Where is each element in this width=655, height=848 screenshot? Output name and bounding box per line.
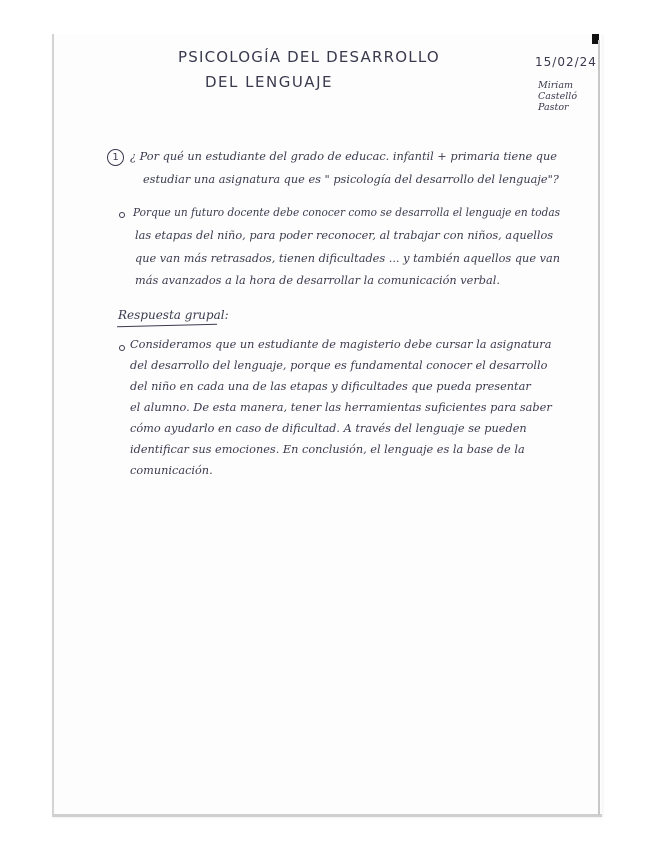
author-surname-2: Pastor xyxy=(538,102,569,113)
author-surname-1: Castelló xyxy=(538,91,578,102)
author-first-name: Miriam xyxy=(538,80,574,91)
answer-line-1: Porque un futuro docente debe conocer como se desarrolla el lenguaje en todas xyxy=(133,206,561,219)
group-response-line-5: cómo ayudarlo en caso de dificultad. A través del lenguaje se pueden xyxy=(130,422,527,435)
group-response-line-6: identificar sus emociones. En conclusión, el lenguaje es la base de la xyxy=(130,443,525,456)
group-response-line-3: del niño en cada una de las etapas y dificultades que pueda presentar xyxy=(130,380,531,393)
group-response-line-2: del desarrollo del lenguaje, porque es fundamental conocer el desarrollo xyxy=(130,359,548,372)
page-title-line-1: PSICOLOGÍA DEL DESARROLLO xyxy=(178,48,440,66)
answer-line-3: que van más retrasados, tienen dificultades ... y también aquellos que van xyxy=(135,252,560,265)
question-number: 1 xyxy=(107,149,124,166)
page-title-line-2: DEL LENGUAJE xyxy=(205,73,333,91)
date-label: 15/02/24 xyxy=(535,55,597,69)
answer-line-4: más avanzados a la hora de desarrollar la comunicación verbal. xyxy=(135,274,500,287)
group-response-heading: Respuesta grupal: xyxy=(118,308,229,322)
answer-bullet xyxy=(119,212,125,218)
group-response-line-4: el alumno. De esta manera, tener las herramientas suficientes para saber xyxy=(130,401,552,414)
group-response-line-7: comunicación. xyxy=(130,464,213,477)
page-edge-shadow xyxy=(598,40,600,815)
group-response-bullet xyxy=(119,345,125,351)
question-line-1: ¿ Por qué un estudiante del grado de educac. infantil + primaria tiene que xyxy=(130,150,557,163)
question-line-2: estudiar una asignatura que es " psicología del desarrollo del lenguaje"? xyxy=(143,173,559,186)
group-response-line-1: Consideramos que un estudiante de magisterio debe cursar la asignatura xyxy=(130,338,552,351)
answer-line-2: las etapas del niño, para poder reconocer, al trabajar con niños, aquellos xyxy=(135,229,554,242)
